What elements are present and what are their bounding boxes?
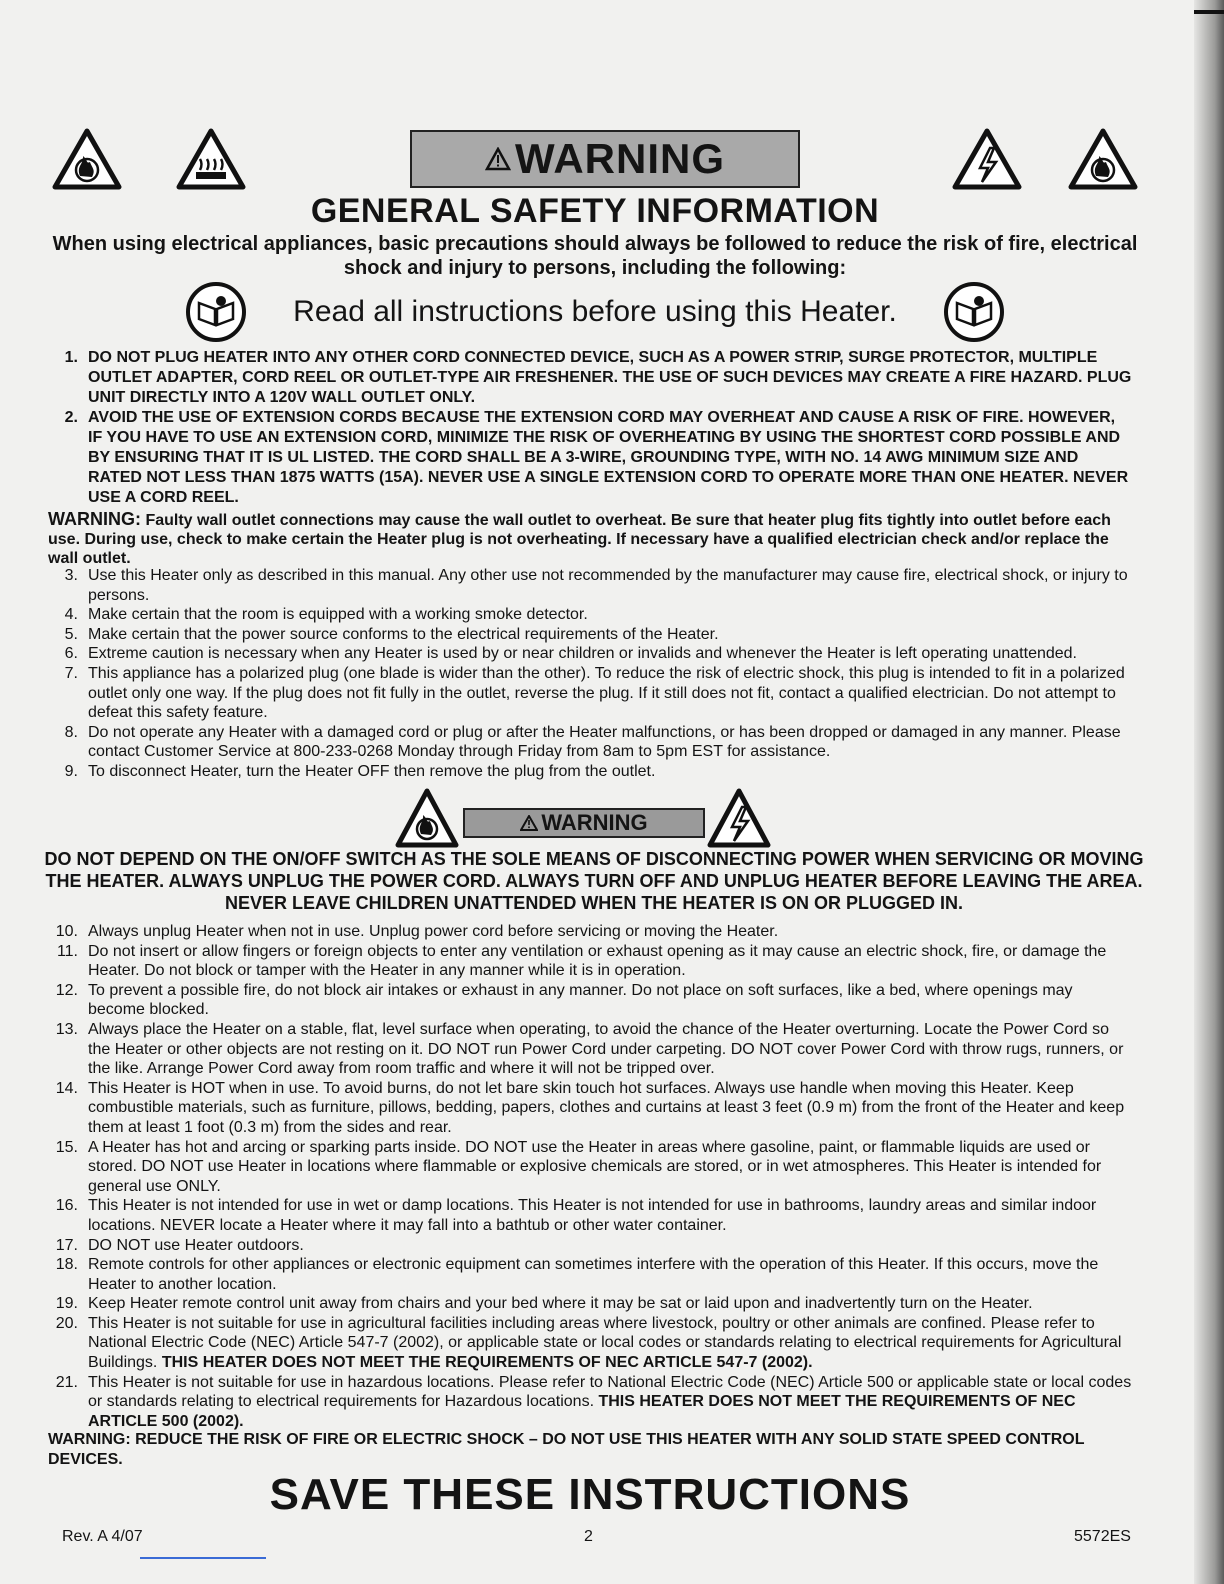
list-item: 8. Do not operate any Heater with a damaged cord or plug or after the Heater malfunctions, or has been dropped or damaged in any manner. Please contact Customer Service at 800-233-0268 Monday through Friday from 8am to 5pm EST for assistance. <box>64 723 1121 761</box>
fire-hazard-icon <box>395 788 459 848</box>
page-number: 2 <box>584 1528 593 1545</box>
additional-instructions <box>48 922 1132 1431</box>
save-instructions-heading: SAVE THESE INSTRUCTIONS <box>269 1470 911 1519</box>
electric-shock-icon <box>707 788 771 848</box>
outlet-warning <box>48 510 1132 568</box>
read-instructions-text: Read all instructions before using this Heater. <box>293 295 897 328</box>
list-item: 6. Extreme caution is necessary when any Heater is used by or near children or invalids and whenever the Heater is left operating unattended. <box>64 645 1077 663</box>
list-item: 20. This Heater is not suitable for use in agricultural facilities including areas where livestock, poultry or other animals are confined. Please refer to National Electric Code (NEC) Article 547-7 (2002), or applicable state or local codes or standards relating to electrical requirements for Agricultural Buildings. THIS HEATER DOES NOT MEET THE REQUIREMENTS OF NEC ARTICLE 547-7 (2002). <box>55 1314 1122 1372</box>
list-item: 7. This appliance has a polarized plug (one blade is wider than the other). To reduce the risk of electric shock, this plug is intended to fit in a polarized outlet only one way. If the plug does not fit fully in the outlet, reverse the plug. If it still does not fit, contact a qualified electrician. Do not attempt to defeat this safety feature. <box>64 664 1125 722</box>
list-item: 16. This Heater is not intended for use in wet or damp locations. This Heater is not intended for use in bathrooms, laundry areas and similar indoor locations. NEVER locate a Heater where it may fall into a bathtub or other water container. <box>55 1197 1097 1234</box>
list-item: 11. Do not insert or allow fingers or foreign objects to enter any ventilation or exhaust opening as it may cause an electric shock, fire, or damage the Heater. Do not block or tamper with the Heater in any manner while it is in operation. <box>56 942 1107 980</box>
read-manual-icon <box>943 281 1005 343</box>
paper-edge-shadow <box>1194 0 1224 1584</box>
paper-edge-mark <box>1194 10 1224 14</box>
list-item: 13. Always place the Heater on a stable, flat, level surface when operating, to avoid the chance of the Heater overturning. Locate the Power Cord so the Heater or other objects are not resting on it. DO NOT run Power Cord under carpeting. DO NOT cover Power Cord with throw rugs, runners, or the like. Arrange Power Cord away from room traffic and where it will not be tripped over. <box>55 1020 1124 1078</box>
intro-text: When using electrical appliances, basic precautions should always be followed to reduce the risk of fire, electrical shock and injury to persons, including the following: <box>52 233 1138 279</box>
warning-lead: WARNING: <box>48 509 141 529</box>
warning-banner-label: WARNING <box>541 810 648 835</box>
list-item: 18. Remote controls for other appliances or electronic equipment can sometimes interfere with the operation of this Heater. If this occurs, move the Heater to another location. <box>55 1256 1099 1293</box>
caps-instructions <box>48 348 1132 568</box>
speed-control-warning: WARNING: REDUCE THE RISK OF FIRE OR ELECTRIC SHOCK – DO NOT USE THIS HEATER WITH ANY SOLID STATE SPEED CONTROL DEVICES. <box>48 1431 1085 1468</box>
read-instructions-line <box>185 280 1005 344</box>
list-item: 10. Always unplug Heater when not in use. Unplug power cord before servicing or moving the Heater. <box>55 923 779 940</box>
read-manual-icon <box>185 281 247 343</box>
disconnect-warning: DO NOT DEPEND ON THE ON/OFF SWITCH AS THE SOLE MEANS OF DISCONNECTING POWER WHEN SERVICING OR MOVING THE HEATER. ALWAYS UNPLUG THE POWER CORD. ALWAYS TURN OFF AND UNPLUG HEATER BEFORE LEAVING THE AREA. NEVER LEAVE CHILDREN UNATTENDED WHEN THE HEATER IS ON OR PLUGGED IN. <box>44 849 1144 913</box>
warning-banner <box>410 130 800 188</box>
warning-triangle-icon <box>485 147 511 171</box>
list-item: 15. A Heater has hot and arcing or sparking parts inside. DO NOT use the Heater in areas where gasoline, paint, or flammable liquids are used or stored. DO NOT use Heater in locations where flammable or explosive chemicals are stored, or in wet atmospheres. This Heater is intended for general use ONLY. <box>55 1138 1102 1195</box>
fire-hazard-icon <box>1068 128 1138 190</box>
list-item: 4. Make certain that the room is equipped with a working smoke detector. <box>64 606 588 624</box>
warning-banner-label: WARNING <box>515 135 725 182</box>
general-instructions <box>48 566 1132 782</box>
list-item: 1. DO NOT PLUG HEATER INTO ANY OTHER CORD CONNECTED DEVICE, SUCH AS A POWER STRIP, SURGE PROTECTOR, MULTIPLE OUTLET ADAPTER, CORD REEL OR OUTLET-TYPE AIR FRESHENER. THE USE OF SUCH DEVICES MAY CREATE A FIRE HAZARD. PLUG UNIT DIRECTLY INTO A 120V WALL OUTLET ONLY. <box>64 349 1132 406</box>
page-title: GENERAL SAFETY INFORMATION <box>310 192 880 230</box>
model-code: 5572ES <box>1074 1528 1131 1545</box>
list-item: 2. AVOID THE USE OF EXTENSION CORDS BECAUSE THE EXTENSION CORD MAY OVERHEAT AND CAUSE A RISK OF FIRE. HOWEVER, IF YOU HAVE TO USE AN EXTENSION CORD, MINIMIZE THE RISK OF OVERHEATING BY USING THE SHORTEST CORD POSSIBLE AND BY ENSURING THAT IT IS UL LISTED. THE CORD SHALL BE A 3-WIRE, GROUNDING TYPE, WITH NO. 14 AWG MINIMUM SIZE AND RATED NOT LESS THAN 1875 WATTS (15A). NEVER USE A SINGLE EXTENSION CORD TO OPERATE MORE THAN ONE HEATER. NEVER USE A CORD REEL. <box>64 409 1129 506</box>
list-item: 5. Make certain that the power source conforms to the electrical requirements of the Heater. <box>64 625 719 643</box>
warning-banner-secondary <box>395 788 775 850</box>
list-item: 17. DO NOT use Heater outdoors. <box>55 1236 304 1254</box>
electric-shock-icon <box>952 128 1022 190</box>
hot-surface-icon <box>176 128 246 190</box>
list-item: 12. To prevent a possible fire, do not block air intakes or exhaust in any manner. Do not place on soft surfaces, like a bed, where openings may become blocked. <box>55 981 1073 1019</box>
warning-banner-bar <box>463 808 705 838</box>
warning-text: Faulty wall outlet connections may cause the wall outlet to overheat. Be sure that heater plug fits tightly into outlet before each use. During use, check to make certain the Heater plug is not overheating. If necessary have a qualified electrician check and/or replace the wall outlet. <box>48 512 1111 567</box>
list-item: 9. To disconnect Heater, turn the Heater OFF then remove the plug from the outlet. <box>64 762 656 780</box>
revision-label: Rev. A 4/07 <box>62 1528 143 1545</box>
list-item: 3. Use this Heater only as described in this manual. Any other use not recommended by the manufacturer may cause fire, electrical shock, or injury to persons. <box>64 567 1128 604</box>
list-item: 21. This Heater is not suitable for use in hazardous locations. Please refer to National Electric Code (NEC) Article 500 or applicable state or local codes or standards relating to electrical requirements for Hazardous locations. THIS HEATER DOES NOT MEET THE REQUIREMENTS OF NEC ARTICLE 500 (2002). <box>55 1373 1132 1430</box>
fire-hazard-icon <box>52 128 122 190</box>
warning-triangle-icon <box>520 815 538 831</box>
list-item: 19. Keep Heater remote control unit away from chairs and your bed where it may be sat or laid upon and inadvertently turn on the Heater. <box>55 1295 1033 1313</box>
footer-rule <box>140 1557 266 1559</box>
list-item: 14. This Heater is HOT when in use. To avoid burns, do not let bare skin touch hot surfaces. Always use handle when moving this Heater. Keep combustible materials, such as furniture, pillows, bedding, papers, clothes and curtains at least 3 feet (0.9 m) from the front of the Heater and keep them at least 1 foot (0.3 m) from the sides and rear. <box>55 1079 1125 1136</box>
